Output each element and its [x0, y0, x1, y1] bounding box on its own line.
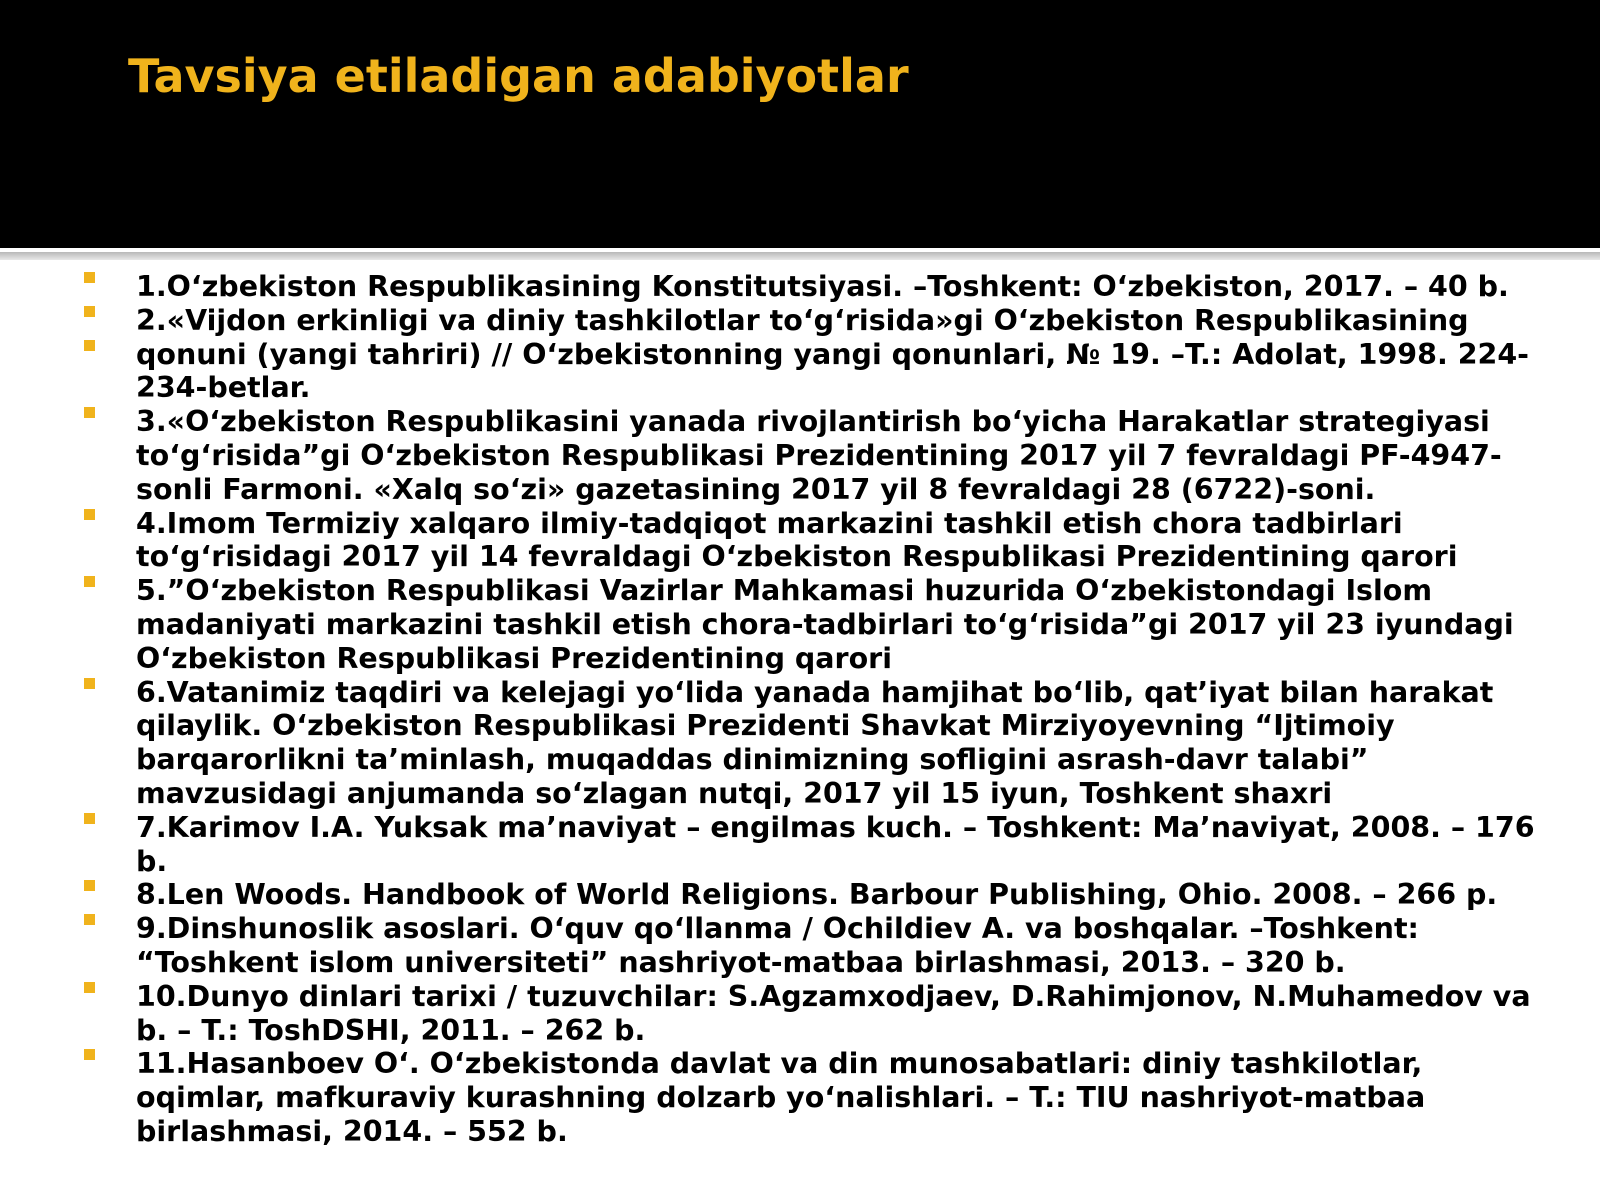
reference-text: 2.«Vijdon erkinligi va diniy tashkilotlar to‘g‘risida»gi O‘zbekiston Respublikasining qonuni (yangi tahriri) // O‘zbekistonning yangi qonunlari, № 19. –T.: Adolat, 1998. 224-234-betlar. — [136, 303, 1530, 405]
reference-item-10 — [80, 980, 1540, 1048]
square-bullet-icon — [84, 306, 95, 317]
slide-content — [80, 270, 1540, 1149]
reference-item-8 — [80, 878, 1540, 912]
square-bullet-icon — [84, 340, 95, 351]
reference-text: 10.Dunyo dinlari tarixi / tuzuvchilar: S.Agzamxodjaev, D.Rahimjonov, N.Muhamedov va b. – T.: ToshDSHI, 2011. – 262 b. — [136, 979, 1531, 1047]
reference-text: 6.Vatanimiz taqdiri va kelejagi yo‘lida yanada hamjihat bo‘lib, qat’iyat bilan harakat qilaylik. O‘zbekiston Respublikasi Prezidenti Shavkat Mirziyoyevning “Ijtimoiy barqarorlikni ta’minlash, muqaddas dinimizning sofligini asrash-davr talabi” mavzusidagi anjumanda so‘zlagan nutqi, 2017 yil 15 iyun, Toshkent shaxri — [136, 675, 1494, 810]
square-bullet-icon — [84, 914, 95, 925]
reference-item-6 — [80, 676, 1540, 811]
reference-item-3 — [80, 405, 1540, 506]
reference-item-1 — [80, 270, 1540, 304]
square-bullet-icon — [84, 1049, 95, 1060]
square-bullet-icon — [84, 880, 95, 891]
square-bullet-icon — [84, 272, 95, 283]
reference-text: 1.O‘zbekiston Respublikasining Konstitutsiyasi. –Toshkent: O‘zbekiston, 2017. – 40 b. — [136, 270, 1509, 303]
square-bullet-icon — [84, 982, 95, 993]
square-bullet-icon — [84, 813, 95, 824]
square-bullet-icon — [84, 407, 95, 418]
reference-text: 7.Karimov I.A. Yuksak ma’naviyat – engilmas kuch. – Toshkent: Ma’naviyat, 2008. – 176 b. — [136, 810, 1535, 878]
slide-header — [0, 0, 1600, 248]
reference-item-11 — [80, 1047, 1540, 1148]
reference-text: 5.”O‘zbekiston Respublikasi Vazirlar Mahkamasi huzurida O‘zbekistondagi Islom madaniyati markazini tashkil etish chora-tadbirlari to‘g‘risida”gi 2017 yil 23 iyundagi O‘zbekiston Respublikasi Prezidentining qarori — [136, 574, 1514, 675]
reference-text: 11.Hasanboev O‘. O‘zbekistonda davlat va din munosabatlari: diniy tashkilotlar, oqimlar, mafkuraviy kurashning dolzarb yo‘nalishlari. – T.: TIU nashriyot-matbaa birlashmasi, 2014. – 552 b. — [136, 1047, 1426, 1148]
reference-item-4 — [80, 507, 1540, 575]
square-bullet-icon — [84, 509, 95, 520]
reference-item-5 — [80, 574, 1540, 675]
reference-text: 8.Len Woods. Handbook of World Religions. Barbour Publishing, Ohio. 2008. – 266 p. — [136, 878, 1498, 912]
reference-text: 9.Dinshunoslik asoslari. O‘quv qo‘llanma / Ochildiev A. va boshqalar. –Toshkent: “Toshkent islom universiteti” nashriyot-matbaa birlashmasi, 2013. – 320 b. — [136, 912, 1419, 979]
reference-item-9 — [80, 912, 1540, 980]
reference-text: 3.«O‘zbekiston Respublikasini yanada rivojlantirish bo‘yicha Harakatlar strategiyasi to‘g‘risida”gi O‘zbekiston Respublikasi Prezidentining 2017 yil 7 fevraldagi PF-4947-sonli Farmoni. «Xalq so‘zi» gazetasining 2017 yil 8 fevraldagi 28 (6722)-soni. — [136, 405, 1502, 506]
reference-item-7 — [80, 811, 1540, 879]
square-bullet-icon — [84, 678, 95, 689]
square-bullet-icon — [84, 576, 95, 587]
reference-list — [80, 270, 1540, 1149]
header-divider — [0, 252, 1600, 260]
reference-text: 4.Imom Termiziy xalqaro ilmiy-tadqiqot markazini tashkil etish chora tadbirlari to‘g‘risidagi 2017 yil 14 fevraldagi O‘zbekiston Respublikasi Prezidentining qarori — [136, 506, 1458, 574]
reference-item-2 — [80, 304, 1540, 405]
slide-title: Tavsiya etiladigan adabiyotlar — [128, 49, 909, 103]
